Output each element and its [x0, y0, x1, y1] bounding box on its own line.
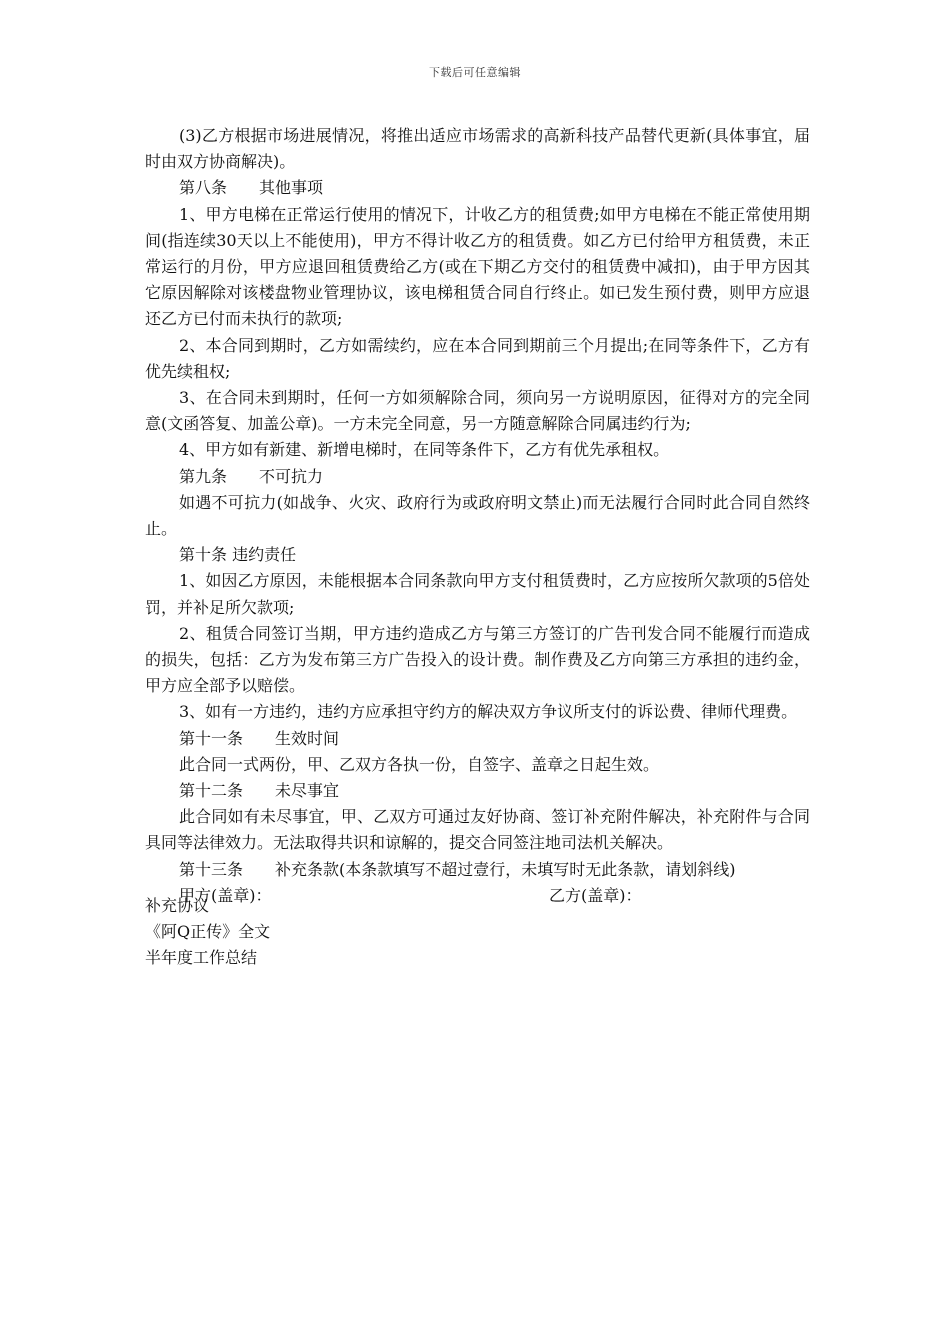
- clause-heading: 第九条 不可抗力: [179, 466, 324, 486]
- clause-paragraph: 1、甲方电梯在正常运行使用的情况下，计收乙方的租赁费;如甲方电梯在不能正常使用期间(指连续30天以上不能使用)，甲方不得计收乙方的租赁费。如乙方已付给甲方租赁费，未正常运行的月份，甲方应退回租赁费给乙方(或在下期乙方交付的租赁费中减扣)，由于甲方因其它原因解除对该楼盘物业管理协议，该电梯租赁合同自行终止。如已发生预付费，则甲方应退还乙方已付而未执行的款项;: [145, 204, 810, 329]
- clause-paragraph: 2、租赁合同签订当期，甲方违约造成乙方与第三方签订的广告刊发合同不能履行而造成的损失，包括：乙方为发布第三方广告投入的设计费。制作费及乙方向第三方承担的违约金，甲方应全部予以赔偿。: [145, 623, 810, 696]
- clause-paragraph: (3)乙方根据市场进展情况，将推出适应市场需求的高新科技产品替代更新(具体事宜，届时由双方协商解决)。: [145, 126, 810, 172]
- clause-paragraph: 4、甲方如有新建、新增电梯时，在同等条件下，乙方有优先承租权。: [179, 440, 670, 460]
- clause-paragraph: 2、本合同到期时，乙方如需续约，应在本合同到期前三个月提出;在同等条件下，乙方有优先续租权;: [145, 335, 810, 381]
- related-document-link[interactable]: 半年度工作总结: [145, 948, 258, 968]
- clause-paragraph: 此合同如有未尽事宜，甲、乙双方可通过友好协商、签订补充附件解决，补充附件与合同具同等法律效力。无法取得共识和谅解的，提交合同签注地司法机关解决。: [145, 807, 810, 853]
- clause-paragraph: 1、如因乙方原因，未能根据本合同条款向甲方支付租赁费时，乙方应按所欠款项的5倍处罚，并补足所欠款项;: [145, 571, 810, 617]
- page-header: 下载后可任意编辑: [429, 66, 521, 79]
- contract-clauses: [145, 123, 810, 883]
- clause-heading: 第十三条 补充条款(本条款填写不超过壹行，未填写时无此条款，请划斜线): [179, 859, 736, 879]
- document-body: [145, 123, 810, 909]
- clause-paragraph: 3、如有一方违约，违约方应承担守约方的解决双方争议所支付的诉讼费、律师代理费。: [179, 702, 798, 722]
- clause-paragraph: 此合同一式两份，甲、乙双方各执一份，自签字、盖章之日起生效。: [179, 754, 660, 774]
- related-documents: [145, 893, 270, 972]
- related-document-link[interactable]: 补充协议: [145, 896, 210, 915]
- clause-heading: 第十条 违约责任: [179, 545, 297, 565]
- clause-paragraph: 如遇不可抗力(如战争、火灾、政府行为或政府明文禁止)而无法履行合同时此合同自然终止。: [145, 492, 810, 539]
- clause-heading: 第十二条 未尽事宜: [179, 781, 340, 801]
- related-document-link[interactable]: 《阿Q正传》全文: [145, 922, 271, 942]
- party-b-signature: 乙方(盖章)：: [549, 885, 642, 905]
- party-a-signature: 甲方(盖章)：: [179, 885, 272, 905]
- clause-paragraph: 3、在合同未到期时，任何一方如须解除合同，须向另一方说明原因，征得对方的完全同意(文函答复、加盖公章)。一方未完全同意，另一方随意解除合同属违约行为;: [145, 388, 810, 434]
- clause-heading: 第八条 其他事项: [179, 178, 324, 198]
- clause-heading: 第十一条 生效时间: [179, 728, 340, 748]
